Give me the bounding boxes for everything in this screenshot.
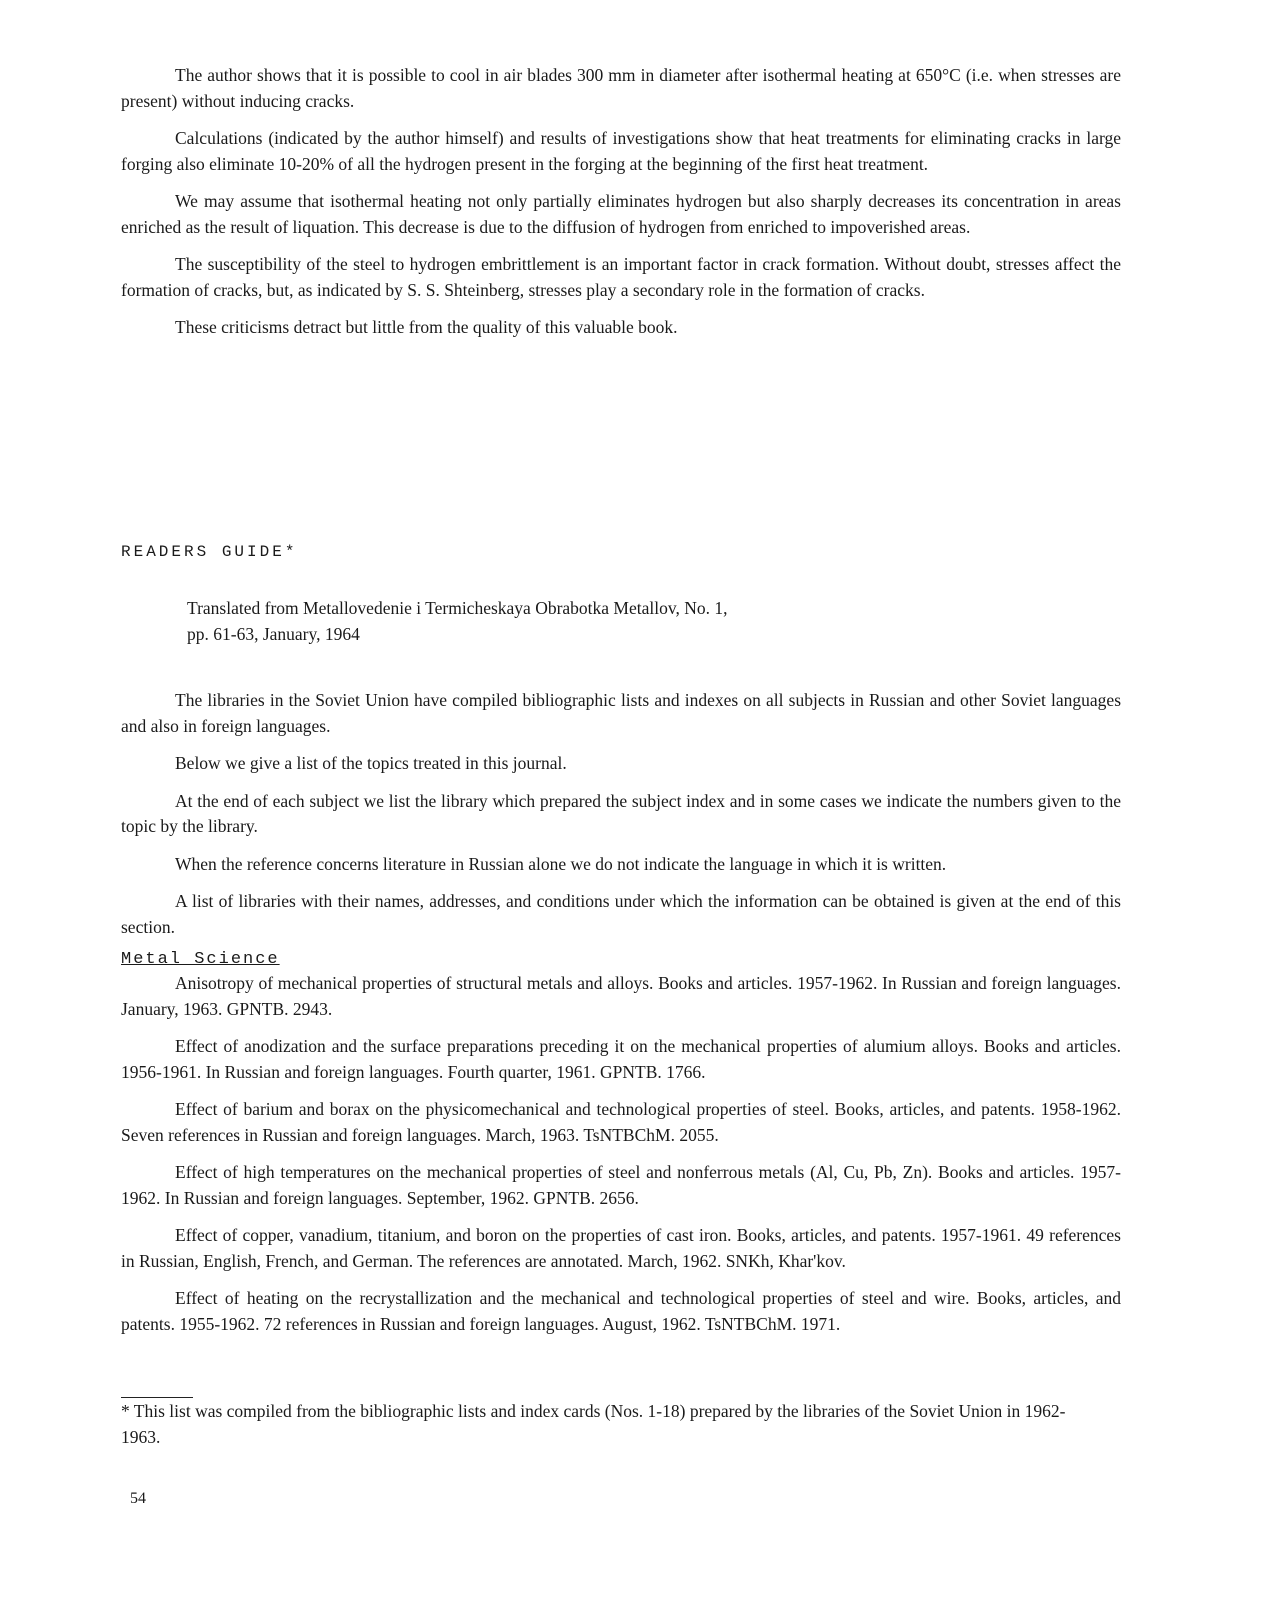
bibliography-entry: Effect of copper, vanadium, titanium, and boron on the properties of cast iron. Books, articles, and patents. 1957-1961. 49 references in Russian, English, French, and German. The references are annotated. March, 1962. SNKh, Khar'kov. [121,1225,1121,1271]
readers-guide-intro [121,688,1121,952]
footnote-text: * This list was compiled from the bibliographic lists and index cards (Nos. 1-18) prepared by the libraries of the Soviet Union in 1962-1963. [121,1401,1066,1447]
footnote [121,1399,1081,1450]
paragraph: A list of libraries with their names, addresses, and conditions under which the information can be obtained is given at the end of this section. [121,891,1121,937]
paragraph: The susceptibility of the steel to hydrogen embrittlement is an important factor in crack formation. Without doubt, stresses affect the formation of cracks, but, as indicated by S. S. Shteinberg, stresses play a secondary role in the formation of cracks. [121,254,1121,300]
bibliography-entries [121,971,1121,1349]
page-number: 54 [130,1490,146,1507]
paragraph: These criticisms detract but little from the quality of this valuable book. [175,317,678,337]
review-conclusion [121,63,1121,353]
translation-line: Translated from Metallovedenie i Termicheskaya Obrabotka Metallov, No. 1, [187,598,728,618]
bibliography-entry: Effect of anodization and the surface preparations preceding it on the mechanical properties of alumium alloys. Books and articles. 1956-1961. In Russian and foreign languages. Fourth quarter, 1961. GPNTB. 1766. [121,1036,1121,1082]
bibliography-entry: Anisotropy of mechanical properties of structural metals and alloys. Books and articles. 1957-1962. In Russian and foreign languages. January, 1963. GPNTB. 2943. [121,973,1121,1019]
translation-line: pp. 61-63, January, 1964 [187,624,360,644]
section-heading: READERS GUIDE* [121,543,298,561]
paragraph: When the reference concerns literature in Russian alone we do not indicate the language in which it is written. [175,853,947,874]
paragraph: We may assume that isothermal heating not only partially eliminates hydrogen but also sharply decreases its concentration in areas enriched as the result of liquation. This decrease is due to the diffusion of hydrogen from enriched to impoverished areas. [121,191,1121,237]
bibliography-entry: Effect of heating on the recrystallization and the mechanical and technological properties of steel and wire. Books, articles, and patents. 1955-1962. 72 references in Russian and foreign languages. August, 1962. TsNTBChM. 1971. [121,1288,1121,1334]
subsection-title: Metal Science [121,950,280,969]
bibliography-entry: Effect of barium and borax on the physicomechanical and technological properties of steel. Books, articles, and patents. 1958-1962. Seven references in Russian and foreign languages. March, 1963. TsNTBChM. 2055. [121,1099,1121,1145]
paragraph: The libraries in the Soviet Union have compiled bibliographic lists and indexes on all subjects in Russian and other Soviet languages and also in foreign languages. [121,690,1121,736]
paragraph: At the end of each subject we list the library which prepared the subject index and in some cases we indicate the numbers given to the topic by the library. [121,790,1121,836]
bibliography-entry: Effect of high temperatures on the mechanical properties of steel and nonferrous metals (Al, Cu, Pb, Zn). Books and articles. 1957-1962. In Russian and foreign languages. September, 1962. GPNTB. 2656. [121,1162,1121,1208]
paragraph: The author shows that it is possible to cool in air blades 300 mm in diameter after isothermal heating at 650°C (i.e. when stresses are present) without inducing cracks. [121,65,1121,111]
footnote-divider [121,1397,193,1398]
translation-source [187,595,987,647]
paragraph: Below we give a list of the topics treated in this journal. [175,753,567,773]
paragraph: Calculations (indicated by the author himself) and results of investigations show that heat treatments for eliminating cracks in large forging also eliminate 10-20% of all the hydrogen present in the forging at the beginning of the first heat treatment. [121,128,1121,174]
